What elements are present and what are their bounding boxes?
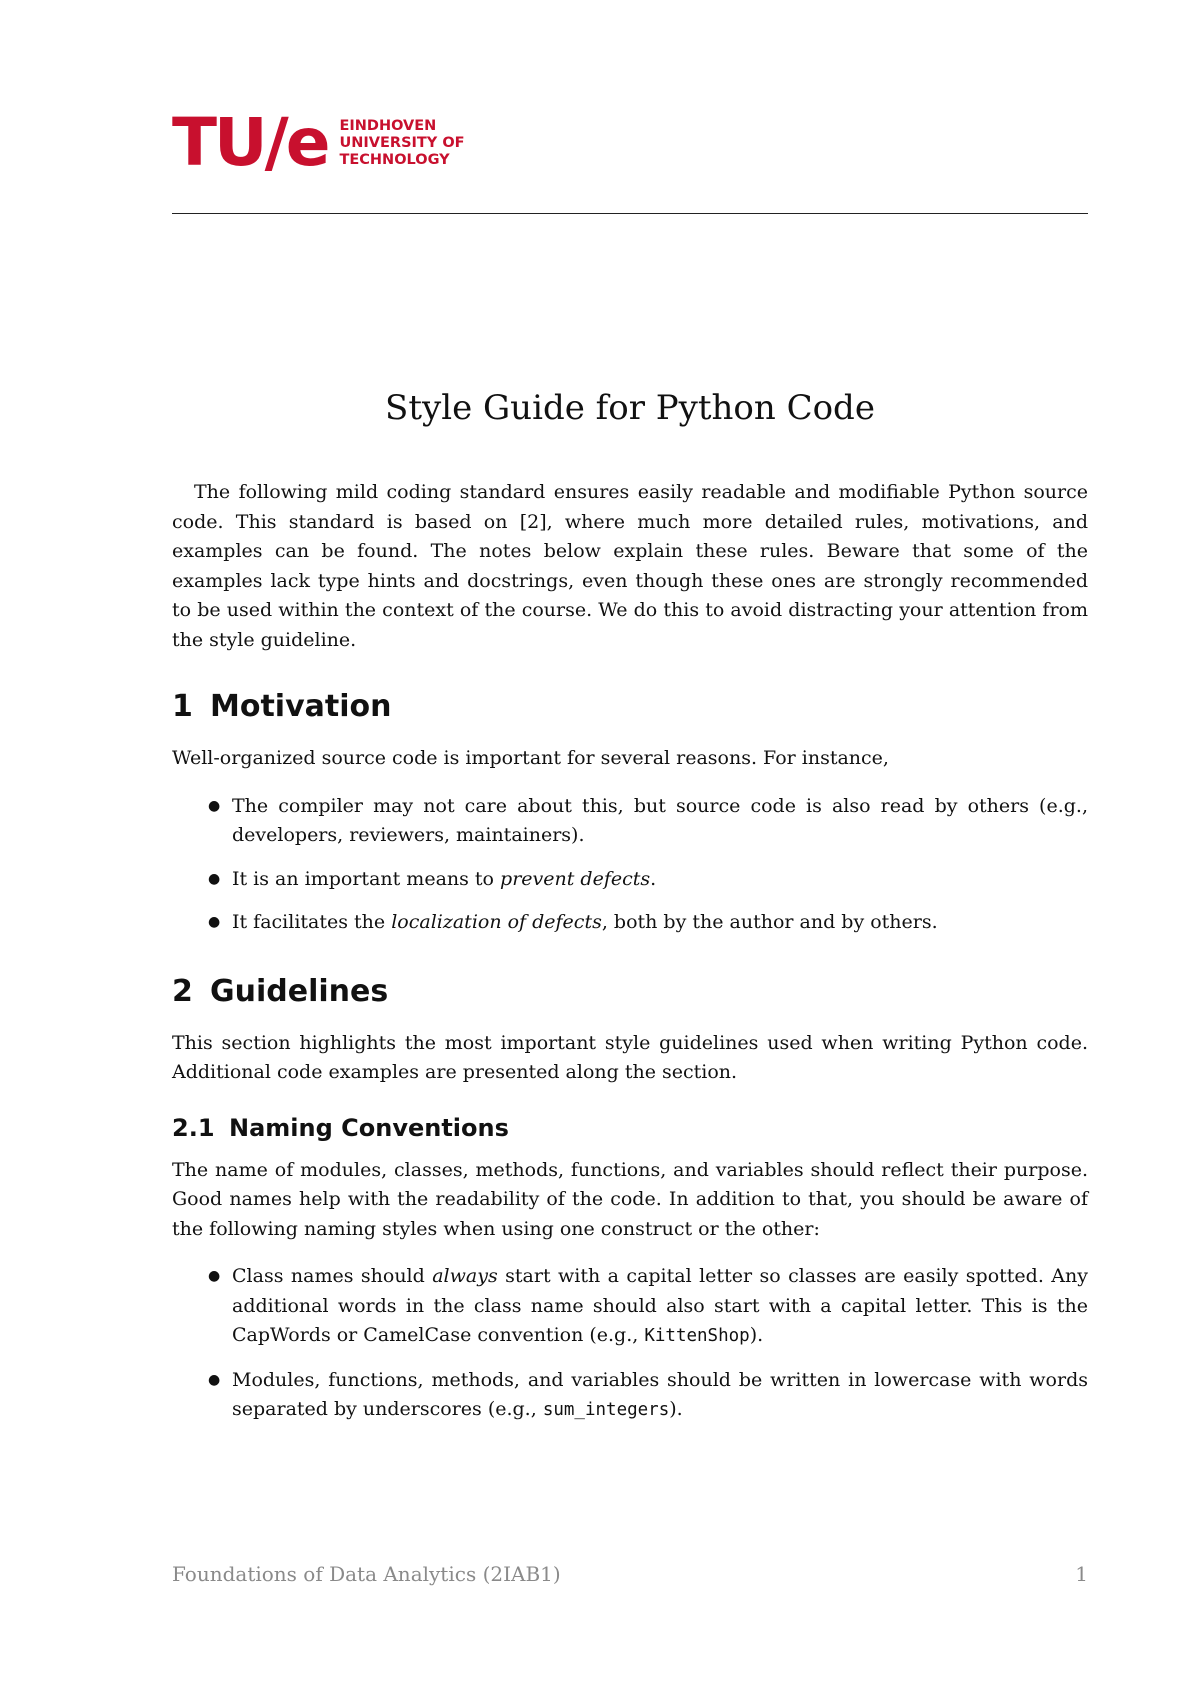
naming-list xyxy=(172,1262,1088,1426)
logo-line-3: TECHNOLOGY xyxy=(339,151,450,168)
page-footer xyxy=(172,1562,1088,1586)
code-function-example: sum_integers xyxy=(542,1400,670,1420)
section-number: 2 xyxy=(172,973,193,1009)
logo-mark: TU/e xyxy=(172,104,328,181)
footer-course: Foundations of Data Analytics (2IAB1) xyxy=(172,1562,561,1586)
document-body xyxy=(172,478,1088,1426)
section-heading-guidelines xyxy=(172,974,1088,1009)
subsection-heading-naming xyxy=(172,1114,1088,1142)
list-item: ● It is an important means to prevent defects. xyxy=(172,865,1088,895)
list-item: ● The compiler may not care about this, but source code is also read by others (e.g., developers, reviewers, maintainers). xyxy=(172,792,1088,851)
list-item: ● Modules, functions, methods, and variables should be written in lowercase with words separated by underscores (e.g., sum_integers). xyxy=(172,1366,1088,1426)
bullet-icon: ● xyxy=(208,797,221,814)
motivation-lead: Well-organized source code is important for several reasons. For instance, xyxy=(172,747,889,769)
subsection-title: Naming Conventions xyxy=(229,1113,509,1142)
subsection-number: 2.1 xyxy=(172,1113,215,1142)
bullet-icon: ● xyxy=(208,1371,221,1388)
section-heading-motivation xyxy=(172,689,1088,724)
header-rule xyxy=(172,213,1088,214)
document-title: Style Guide for Python Code xyxy=(385,387,875,428)
bullet-icon: ● xyxy=(208,870,221,887)
section-number: 1 xyxy=(172,689,193,724)
list-item: ● It facilitates the localization of defects, both by the author and by others. xyxy=(172,908,1088,938)
university-logo xyxy=(172,104,465,181)
bullet-icon: ● xyxy=(208,1268,221,1284)
motivation-list xyxy=(172,792,1088,938)
logo-line-1: EINDHOVEN xyxy=(339,117,437,134)
bullet-icon: ● xyxy=(208,914,221,930)
naming-lead: The name of modules, classes, methods, functions, and variables should reflect their purpose. Good names help with the readability of the code. In addition to that, you should be aware of the following naming styles when using one construct or the other: xyxy=(172,1158,1088,1240)
list-item: ● Class names should always start with a capital letter so classes are easily spotted. Any additional words in the class name should also start with a capital letter. This is the CapWords or CamelCase convention (e.g., KittenShop). xyxy=(172,1262,1088,1352)
logo-line-2: UNIVERSITY OF xyxy=(339,134,465,151)
page-number: 1 xyxy=(1075,1562,1088,1586)
section-title: Guidelines xyxy=(210,973,389,1009)
section-title: Motivation xyxy=(210,689,392,724)
guidelines-lead: This section highlights the most important style guidelines used when writing Python code. Additional code examples are presented along the section. xyxy=(172,1031,1088,1083)
code-class-example: KittenShop xyxy=(644,1326,750,1346)
logo-wordmark xyxy=(339,118,464,169)
intro-paragraph: The following mild coding standard ensures easily readable and modifiable Python source code. This standard is based on [2], where much more detailed rules, motivations, and examples can be found. The notes below explain these rules. Beware that some of the examples lack type hints and docstrings, even though these ones are strongly recommended to be used within the context of the course. We do this to avoid distracting your attention from the style guideline. xyxy=(172,481,1088,651)
